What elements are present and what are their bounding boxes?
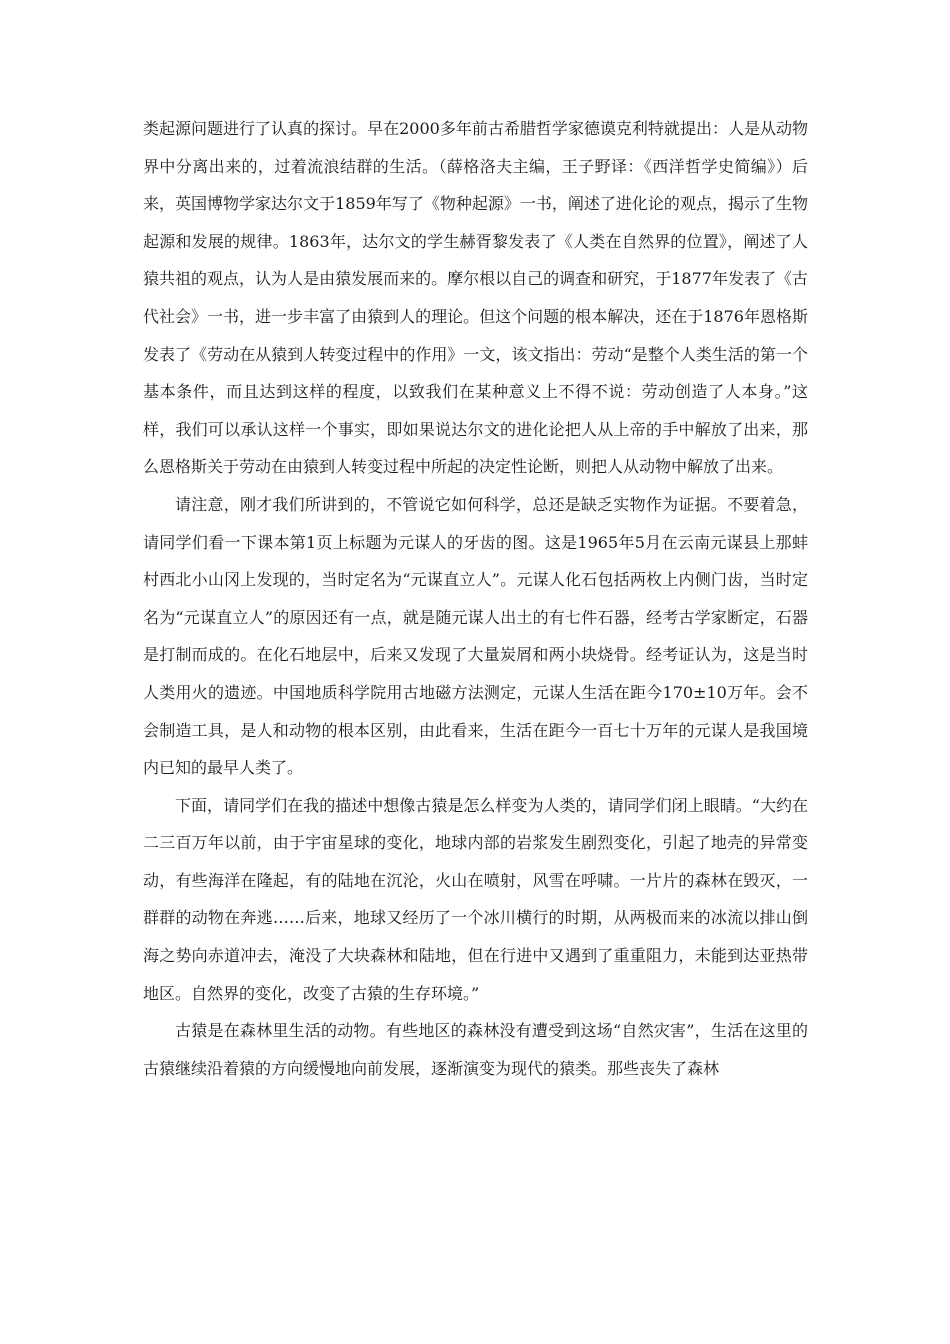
paragraph-evolution-history: 类起源问题进行了认真的探讨。早在2000多年前古希腊哲学家德谟克利特就提出：人是从动物界中分离出来的，过着流浪结群的生活。（薛格洛夫主编，王子野译：《西洋哲学史简编》）后来，英国博物学家达尔文于1859年写了《物种起源》一书，阐述了进化论的观点，揭示了生物起源和发展的规律。1863年，达尔文的学生赫胥黎发表了《人类在自然界的位置》，阐述了人猿共祖的观点，认为人是由猿发展而来的。摩尔根以自己的调查和研究，于1877年发表了《古代社会》一书，进一步丰富了由猿到人的理论。但这个问题的根本解决，还在于1876年恩格斯发表了《劳动在从猿到人转变过程中的作用》一文，该文指出：劳动“是整个人类生活的第一个基本条件，而且达到这样的程度，以致我们在某种意义上不得不说：劳动创造了人本身。”这样，我们可以承认这样一个事实，即如果说达尔文的进化论把人从上帝的手中解放了出来，那么恩格斯关于劳动在由猿到人转变过程中所起的决定性论断，则把人从动物中解放了出来。 (143, 119, 808, 477)
paragraph-forest-apes: 古猿是在森林里生活的动物。有些地区的森林没有遭受到这场“自然灾害”，生活在这里的古猿继续沿着猿的方向缓慢地向前发展，逐渐演变为现代的猿类。那些丧失了森林 (143, 1021, 808, 1078)
document-page (143, 110, 808, 1087)
paragraph-ape-transformation: 下面，请同学们在我的描述中想像古猿是怎么样变为人类的，请同学们闭上眼睛。“大约在二三百万年以前，由于宇宙星球的变化，地球内部的岩浆发生剧烈变化，引起了地壳的异常变动，有些海洋在隆起，有的陆地在沉沦，火山在喷射，风雪在呼啸。一片片的森林在毁灭，一群群的动物在奔逃……后来，地球又经历了一个冰川横行的时期，从两极而来的冰流以排山倒海之势向赤道冲去，淹没了大块森林和陆地，但在行进中又遇到了重重阻力，未能到达亚热带地区。自然界的变化，改变了古猿的生存环境。” (143, 795, 808, 1003)
paragraph-yuanmou-man: 请注意，刚才我们所讲到的，不管说它如何科学，总还是缺乏实物作为证据。不要着急，请同学们看一下课本第1页上标题为元谋人的牙齿的图。这是1965年5月在云南元谋县上那蚌村西北小山冈上发现的，当时定名为“元谋直立人”。元谋人化石包括两枚上内侧门齿，当时定名为“元谋直立人”的原因还有一点，就是随元谋人出土的有七件石器，经考古学家断定，石器是打制而成的。在化石地层中，后来又发现了大量炭屑和两小块烧骨。经考证认为，这是当时人类用火的遗迹。中国地质科学院用古地磁方法测定，元谋人生活在距今170±10万年。会不会制造工具，是人和动物的根本区别，由此看来，生活在距今一百七十万年的元谋人是我国境内已知的最早人类了。 (143, 494, 808, 778)
